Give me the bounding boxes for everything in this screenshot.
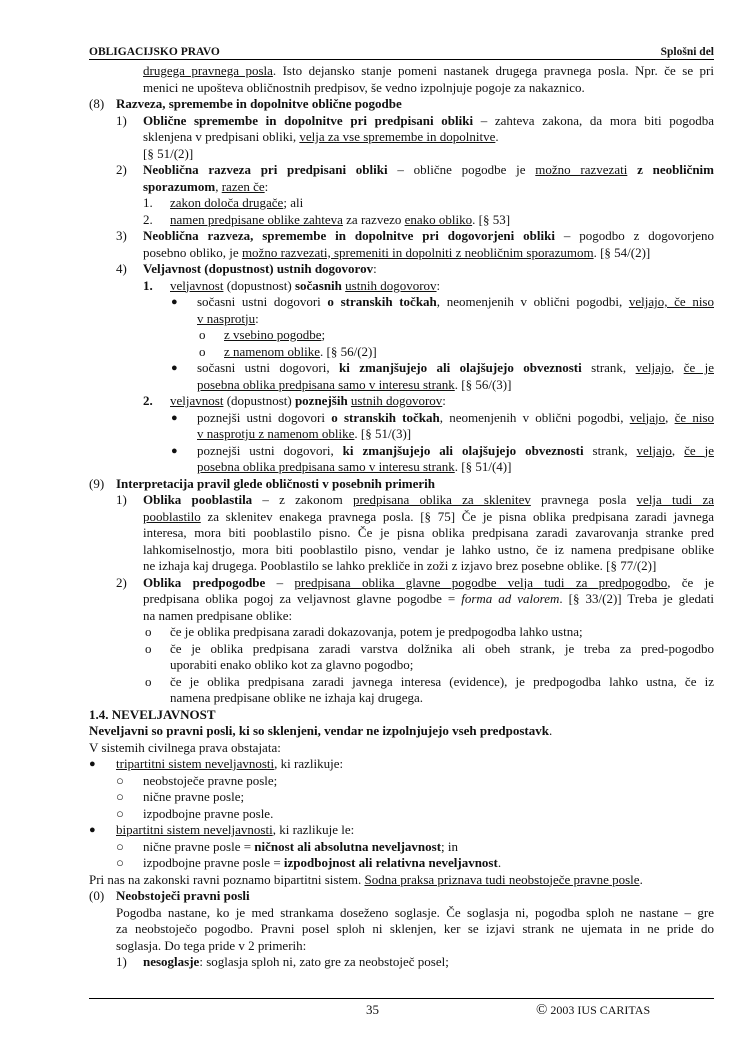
text-line (89, 954, 714, 971)
text-line (89, 707, 714, 724)
text-line (89, 179, 714, 196)
line-text (197, 443, 714, 460)
text-line (89, 393, 714, 410)
line-text (89, 740, 714, 757)
line-text (170, 195, 714, 212)
text-run: posebno obliko, je (143, 244, 242, 260)
list-marker: ● (171, 362, 178, 374)
text-run: sočasni ustni dogovori, (197, 360, 339, 375)
list-marker: ○ (116, 789, 124, 804)
line-text (170, 393, 714, 410)
list-marker: ○ (116, 772, 124, 788)
text-run: ne izhaja kaj drugega. Pooblastilo se lahko prekliče in zoži z izjavo brez posebne oblike. [§ 77/(2)] (143, 558, 657, 573)
text-run: izpodbojne pravne posle. (143, 805, 274, 821)
text-run: možno razvezati (535, 162, 628, 177)
text-run: – oblične pogodbe je (387, 162, 536, 177)
page-footer (89, 998, 714, 1029)
list-marker: 2) (116, 162, 127, 177)
text-run: , (665, 409, 675, 425)
text-run: Veljavnost (dopustnost) ustnih dogovorov (143, 261, 374, 276)
text-run: izpodbojnost ali relativna neveljavnost (283, 855, 498, 870)
line-text (143, 789, 714, 806)
line-text (170, 624, 714, 641)
text-run: z neobličnim (637, 162, 714, 177)
text-run: – zahteva zakona, da mora biti pogodba (473, 112, 714, 128)
line-text (143, 146, 714, 163)
text-run: če je (684, 442, 714, 458)
line-text (143, 245, 714, 262)
text-run: ; ali (283, 195, 304, 210)
text-run: neobstoječe pravne posle; (143, 772, 278, 788)
header-section: Splošni del (660, 46, 714, 58)
text-run: Neoblična razveza, spremembe in dopolnitve pri dogovorjeni obliki (143, 228, 555, 243)
text-line (89, 443, 714, 460)
text-line (89, 657, 714, 674)
text-line (89, 377, 714, 394)
text-run: za razvezo (342, 211, 405, 227)
text-run: veljajo (635, 360, 671, 375)
text-run: nesoglasje (143, 954, 200, 969)
list-marker: 3) (116, 228, 127, 243)
text-run: če je oblika predpisana zaradi varstva dolžnika ali obeh strank, je treba za pred-pogodbo (170, 640, 714, 656)
text-run: predpisana oblika glavne pogodbe velja tudi za predpogodbo (294, 574, 668, 590)
line-text (197, 360, 714, 377)
text-run: poznejših (294, 393, 348, 408)
text-line (89, 608, 714, 625)
line-text (116, 938, 714, 955)
line-text (143, 855, 714, 872)
line-text (143, 228, 714, 245)
line-text (116, 888, 714, 905)
text-run: [§ 51/(2)] (143, 145, 194, 161)
line-text (116, 822, 714, 839)
text-run: , (671, 442, 685, 458)
text-run: . [§ 56/(2)] (320, 343, 377, 359)
text-run: (dopustnost) (223, 393, 295, 408)
text-line (89, 311, 714, 328)
text-run: ki zmanjšujejo ali olajšujejo obveznosti (342, 442, 584, 458)
text-run: sporazumom (143, 178, 216, 194)
text-run: – (265, 574, 295, 590)
list-marker: ○ (116, 855, 124, 870)
text-run: . [§ 53] (472, 211, 511, 227)
text-run: – z zakonom (252, 492, 353, 507)
line-text (143, 63, 714, 80)
text-line (89, 542, 714, 559)
text-run: veljajo (629, 409, 666, 425)
header-title: OBLIGACIJSKO PRAVO (89, 46, 220, 58)
list-marker: 2) (116, 574, 127, 590)
text-run: sočasnih (294, 277, 342, 293)
text-line (89, 641, 714, 658)
line-text (170, 278, 714, 295)
line-text (89, 723, 714, 740)
list-marker: ● (171, 444, 178, 457)
text-line (89, 509, 714, 526)
text-run: o stranskih točkah (331, 409, 440, 425)
text-line (89, 806, 714, 823)
text-run: strank, (581, 360, 636, 375)
text-run: izpodbojne pravne posle = (143, 855, 284, 870)
list-marker: 2. (143, 393, 153, 408)
text-run: , (671, 360, 684, 375)
text-run: Oblika predpogodbe (143, 574, 266, 590)
text-run: z vsebino pogodbe (224, 327, 322, 342)
text-line (89, 773, 714, 790)
list-marker: 1. (143, 195, 153, 210)
text-line (89, 410, 714, 427)
text-line (89, 294, 714, 311)
text-run: z namenom oblike (224, 343, 321, 359)
text-run: , neomenjenih v oblični pogodbi, (439, 409, 630, 425)
text-line (89, 426, 714, 443)
text-run: lahkomiselnostjo, mora biti pooblastilo pisno, vendar je lahko ustno, če iz namena predpisane oblike (143, 541, 714, 557)
line-text (143, 608, 714, 625)
line-text (143, 591, 714, 608)
text-line (89, 261, 714, 278)
line-text (143, 113, 714, 130)
list-marker: (9) (89, 475, 105, 491)
line-text (170, 641, 714, 658)
text-run: nične pravne posle; (143, 789, 245, 804)
text-line (89, 476, 714, 493)
line-text (116, 96, 714, 113)
line-text (197, 311, 714, 328)
text-line (89, 96, 714, 113)
text-run: Neobstoječi pravni posli (116, 888, 250, 903)
list-marker: 1) (116, 954, 127, 969)
list-marker: 1) (116, 492, 127, 507)
line-text (116, 921, 714, 938)
text-run: . [§ 51/(4)] (454, 459, 512, 474)
text-run: veljavnost (170, 393, 224, 408)
list-marker: ● (89, 758, 96, 770)
text-run: : (442, 393, 446, 408)
line-text (116, 905, 714, 922)
text-run: ustnih dogovorov (345, 277, 437, 293)
text-run: . (497, 855, 502, 870)
line-text (170, 657, 714, 674)
line-text (197, 459, 714, 476)
line-text (143, 542, 714, 559)
text-run: veljavnost (170, 277, 224, 293)
line-text (170, 674, 714, 691)
line-text (143, 773, 714, 790)
text-run: : (436, 277, 441, 293)
text-run: sočasni ustni dogovori (197, 294, 328, 309)
text-line (89, 921, 714, 938)
line-text (197, 294, 714, 311)
line-text (143, 179, 714, 196)
text-line (89, 740, 714, 757)
text-run: uporabiti enako obliko kot za glavno pogodbo; (170, 657, 414, 672)
text-line (89, 278, 714, 295)
text-line (89, 212, 714, 229)
line-text (224, 327, 714, 344)
line-text (89, 872, 714, 889)
text-run: razen če (221, 178, 265, 194)
text-line (89, 674, 714, 691)
line-text (143, 575, 714, 592)
text-run: če je oblika predpisana zaradi dokazovanja, potem je predpogodba lahko ustna; (170, 624, 583, 639)
text-run: , če je (667, 574, 714, 590)
line-text (143, 954, 714, 971)
text-run: interesa, mora biti pooblastilo pisno. Če je pisna oblika predpisana zaradi zavarovanja stranke pred (143, 525, 714, 540)
line-text (116, 756, 714, 773)
line-text (143, 558, 714, 575)
text-run: če niso (674, 409, 714, 425)
text-line (89, 624, 714, 641)
text-run: , ki razlikuje: (274, 756, 344, 771)
line-text (143, 129, 714, 146)
copyright-symbol: © (536, 1002, 548, 1018)
list-marker: ● (89, 824, 96, 836)
text-run: soglasja. Do tega pride v 2 primerih: (116, 937, 307, 953)
line-text (143, 261, 714, 278)
text-run: pooblastilo (143, 508, 201, 524)
text-run: . [§ 56/(3)] (454, 376, 512, 392)
list-marker: o (199, 343, 206, 359)
line-text (143, 492, 714, 509)
text-line (89, 888, 714, 905)
text-line (89, 855, 714, 872)
line-text (170, 212, 714, 229)
list-marker: o (145, 624, 152, 639)
list-marker: ● (171, 296, 178, 308)
text-line (89, 591, 714, 608)
text-run: . [§ 33/(2)] Treba je gledati (559, 591, 714, 606)
text-line (89, 492, 714, 509)
text-line (89, 129, 714, 146)
text-run: . Isto dejansko stanje pomeni nastanek drugega pravnega posla. Npr. če se pri (272, 63, 714, 78)
text-line (89, 690, 714, 707)
list-marker: ○ (116, 838, 124, 854)
text-run: Oblične spremembe in dopolnitve pri predpisani obliki (143, 112, 474, 128)
text-run (627, 162, 637, 177)
text-run: Interpretacija pravil glede obličnosti v posebnih primerih (116, 475, 435, 491)
text-run: če je (683, 360, 714, 375)
list-marker: o (145, 673, 152, 689)
text-run: predpisana oblika za sklenitev (352, 492, 531, 507)
text-line (89, 525, 714, 542)
text-run: na namen predpisane oblike: (143, 607, 293, 623)
text-run: namen predpisane oblike zahteva (170, 211, 343, 227)
text-run: če je oblika predpisana zaradi javnega interesa (evidence), je predpogodba lahko ustna, če iz (170, 673, 714, 689)
text-run: : (264, 178, 269, 194)
text-line (89, 905, 714, 922)
text-run: veljajo (636, 442, 672, 458)
text-line (89, 327, 714, 344)
line-text (143, 80, 714, 97)
list-marker: o (145, 640, 152, 656)
text-line (89, 558, 714, 575)
line-text (89, 707, 714, 724)
text-run: . [§ 51/(3)] (354, 426, 412, 441)
text-run: posebna oblika predpisana samo v interesu strank (197, 459, 455, 474)
list-marker: 1) (116, 112, 127, 128)
text-run: nične pravne posle = (143, 838, 255, 854)
text-line (89, 80, 714, 97)
text-line (89, 162, 714, 179)
line-text (143, 509, 714, 526)
document-body (89, 63, 714, 971)
text-run: možno razvezati, spremeniti in dopolniti z neobličnim sporazumom (241, 244, 594, 260)
text-run: Oblika pooblastila (143, 492, 253, 507)
text-run: : (255, 310, 259, 326)
text-line (89, 344, 714, 361)
text-run: , ki razlikuje le: (272, 822, 355, 837)
text-run: za neobstoječo pogodbo. Pravni posel sploh ni sklenjen, ker se izjavi strank ne ujemata in ne pride do (116, 921, 714, 936)
text-run: , neomenjenih v oblični pogodbi, (436, 294, 629, 309)
text-line (89, 723, 714, 740)
text-run: namena predpisane oblike ne izhaja kaj drugega. (170, 690, 424, 705)
text-run: veljajo, če niso (628, 294, 714, 309)
text-run: menici ne upošteva obličnostnih predpisov, še vedno izpolnjuje pogoje za nakaznico. (143, 79, 585, 95)
line-text (170, 690, 714, 707)
text-run: tripartitni sistem neveljavnosti (116, 756, 275, 771)
list-marker: (0) (89, 888, 105, 903)
page-number: 35 (366, 1002, 379, 1017)
text-run: V sistemih civilnega prava obstajata: (89, 739, 281, 755)
text-line (89, 146, 714, 163)
line-text (197, 410, 714, 427)
text-run: ; (321, 327, 326, 342)
text-run: za sklenitev enakega pravnega posla. [§ 75] Če je pisna oblika predpisana zaradi javnega (200, 508, 714, 524)
text-run: pravnega posla (530, 492, 637, 507)
text-line (89, 63, 714, 80)
text-run: . [§ 54/(2)] (593, 244, 651, 260)
text-run: zakon določa drugače (170, 195, 284, 210)
line-text (224, 344, 714, 361)
text-run: Pogodba nastane, ko je med strankama doseženo soglasje. Če soglasja ni, pogodba sploh ne nastane – gre (116, 904, 714, 920)
text-line (89, 195, 714, 212)
text-run: – pogodbo z dogovorjeno (554, 228, 714, 243)
text-line (89, 789, 714, 806)
text-run: poznejši ustni dogovori (197, 409, 332, 425)
text-run: poznejši ustni dogovori, (197, 442, 343, 458)
text-run: . (639, 871, 643, 887)
text-run: v nasprotju (197, 310, 256, 326)
text-line (89, 228, 714, 245)
text-run: ničnost ali absolutna neveljavnost (254, 838, 442, 854)
text-run: forma ad valorem (461, 591, 560, 606)
text-line (89, 822, 714, 839)
text-line (89, 575, 714, 592)
list-marker: 1. (143, 277, 153, 293)
copyright-text: 2003 IUS CARITAS (550, 1003, 651, 1017)
text-line (89, 938, 714, 955)
text-run: velja tudi za (636, 492, 714, 507)
text-run: predpisana oblika pogoj za veljavnost glavne pogodbe = (143, 591, 462, 606)
text-run: posebna oblika predpisana samo v interesu strank (197, 376, 455, 392)
text-line (89, 113, 714, 130)
text-run: strank, (583, 442, 637, 458)
list-marker: 4) (116, 261, 127, 276)
text-run: Sodna praksa priznava tudi neobstoječe pravne posle (364, 871, 640, 887)
list-marker: 2. (143, 211, 153, 227)
list-marker: ● (171, 411, 178, 424)
line-text (143, 839, 714, 856)
text-run: bipartitni sistem neveljavnosti (116, 822, 273, 837)
list-marker: o (199, 327, 206, 342)
text-run: . (549, 723, 553, 738)
list-marker: ○ (116, 805, 124, 821)
text-line (89, 245, 714, 262)
copyright (536, 1002, 650, 1019)
text-run: 1.4. NEVELJAVNOST (89, 706, 216, 722)
text-line (89, 756, 714, 773)
line-text (143, 525, 714, 542)
page-header (89, 44, 714, 60)
text-run: velja za vse spremembe in dopolnitve (299, 129, 496, 144)
text-run: (dopustnost) (223, 277, 295, 293)
text-line (89, 872, 714, 889)
text-run: sklenjena v predpisani obliki, (143, 129, 300, 144)
line-text (197, 426, 714, 443)
text-run: : (373, 261, 377, 276)
text-run: : soglasja sploh ni, zato gre za neobstoječ posel; (199, 954, 449, 969)
text-run: enako obliko (404, 211, 473, 227)
text-line (89, 360, 714, 377)
text-run: , (215, 178, 222, 194)
line-text (143, 806, 714, 823)
text-run: v nasprotju z namenom oblike (197, 426, 355, 441)
text-run: Razveza, spremembe in dopolnitve oblične pogodbe (116, 96, 402, 111)
text-line (89, 839, 714, 856)
text-run: o stranskih točkah (327, 294, 437, 309)
text-run: ki zmanjšujejo ali olajšujejo obveznosti (338, 360, 582, 375)
text-run: drugega pravnega posla (143, 63, 273, 78)
list-marker: (8) (89, 96, 105, 111)
line-text (197, 377, 714, 394)
text-run: Neveljavni so pravni posli, ki so sklenjeni, vendar ne izpolnjujejo vseh predpostavk (89, 723, 549, 738)
line-text (143, 162, 714, 179)
text-run: . (495, 129, 499, 144)
line-text (116, 476, 714, 493)
text-run: ; in (441, 838, 459, 854)
text-line (89, 459, 714, 476)
text-run: ustnih dogovorov (350, 393, 443, 408)
text-run: Pri nas na zakonski ravni poznamo bipartitni sistem. (89, 871, 365, 887)
text-run: Neoblična razveza pri predpisani obliki (143, 162, 388, 177)
